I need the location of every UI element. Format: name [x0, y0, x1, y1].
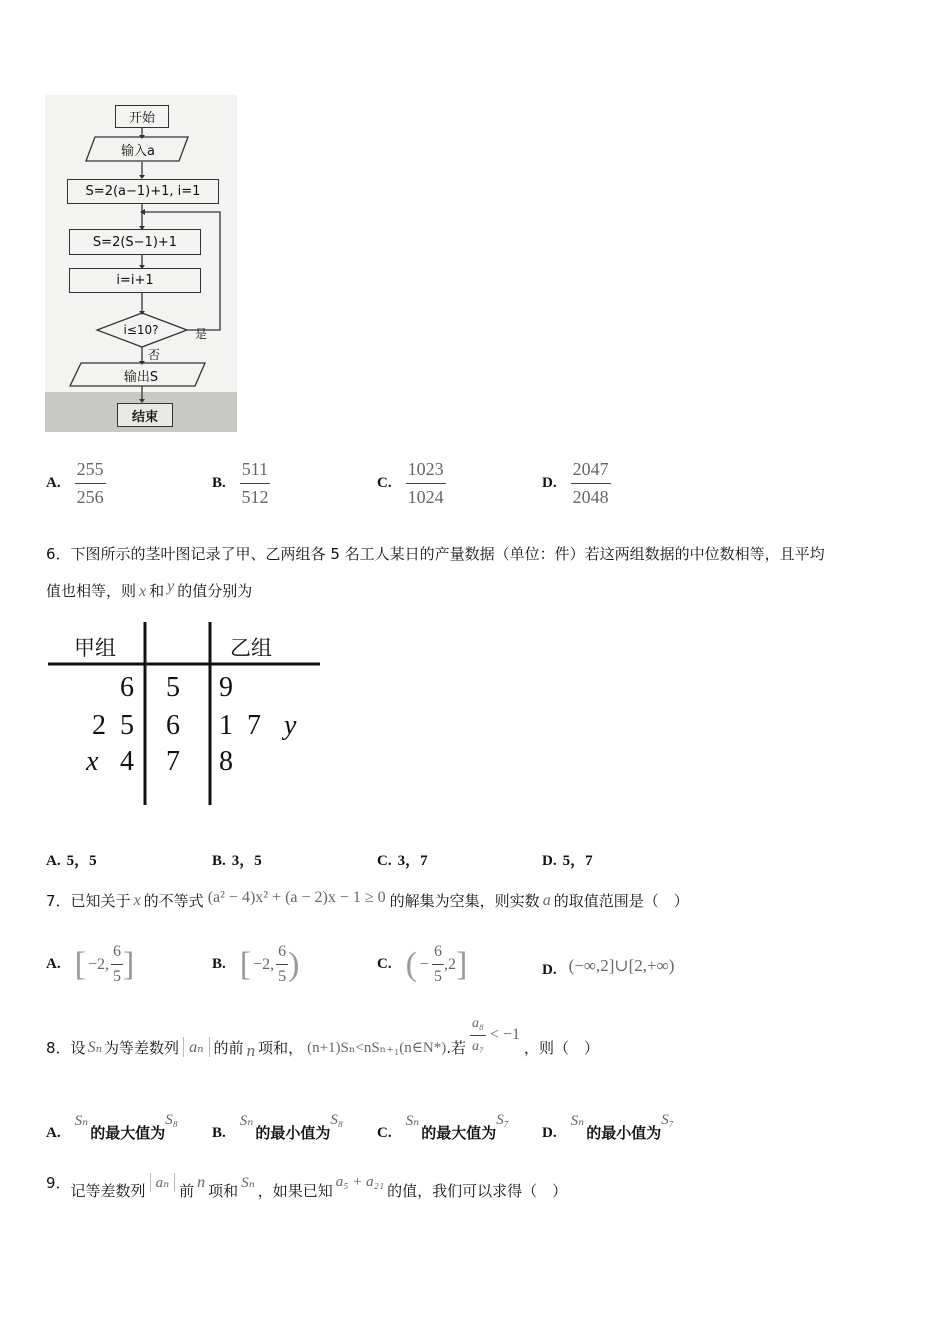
q5-option-c — [377, 458, 446, 508]
question-text: 记等差数列 — [70, 1182, 146, 1200]
q5-option-b — [212, 458, 270, 508]
fraction: $\frac{255}{256}$ — [76, 459, 104, 507]
q5-option-a — [46, 458, 106, 508]
question-text: ，则（ ） — [523, 1038, 599, 1057]
math-var: a — [542, 891, 551, 909]
math-var: n — [197, 1173, 206, 1191]
math-var: n — [246, 1041, 256, 1060]
q7-option-c: C. ( − $\frac{6}{5}$ ,2 ] — [377, 943, 468, 985]
question-text: 的值，我们可以求得（ ） — [387, 1182, 568, 1200]
option-letter: C. — [377, 474, 392, 491]
question-text: 项和， — [258, 1038, 304, 1057]
leaf-var-y: y — [284, 710, 297, 741]
leaf-left: 6 — [120, 672, 134, 703]
question-text: 值也相等，则 — [46, 582, 137, 600]
q6-option-d: D. 5，7 — [542, 853, 593, 869]
q5-option-d — [542, 458, 611, 508]
question-number: 6． — [46, 545, 71, 563]
question-text: 的解集为空集，则实数 — [389, 892, 540, 910]
question-number: 7． — [46, 892, 71, 910]
option-letter: B. — [212, 474, 226, 491]
q7-stem — [46, 890, 689, 911]
question-text: 的前 — [213, 1038, 244, 1057]
ratio-compare: < −1 — [489, 1026, 520, 1043]
flowchart-update-s: S=2(S−1)+1 — [69, 229, 201, 255]
option-letter: A. — [46, 474, 61, 491]
q8-option-b: B. Sₙ 的最小值为 S₈ — [212, 1112, 344, 1142]
leaf-right: 8 — [219, 746, 233, 777]
stem: 7 — [166, 746, 180, 777]
question-text: 的取值范围是（ ） — [553, 892, 689, 910]
flowchart-start: 开始 — [115, 105, 169, 128]
q7-option-b: B. [ −2, $\frac{6}{5}$ ) — [212, 943, 300, 985]
question-number: 8． — [46, 1038, 71, 1057]
math-var: aₙ — [150, 1173, 176, 1192]
leaf-right: 9 — [219, 672, 233, 703]
q8-option-d: D. Sₙ 的最小值为 S₇ — [542, 1112, 674, 1142]
question-text: 前 — [179, 1182, 195, 1200]
flowchart-update-i: i=i+1 — [69, 268, 201, 293]
q6-stem-line1 — [46, 543, 825, 564]
math-var: y — [167, 578, 175, 595]
inequality: (a² − 4)x² + (a − 2)x − 1 ≥ 0 — [207, 888, 386, 906]
flowchart-yes-label: 是 — [195, 327, 208, 341]
question-text: 项和 — [208, 1182, 239, 1200]
question-number: 9． — [46, 1174, 71, 1192]
q6-option-c: C. 3，7 — [377, 853, 428, 869]
flowchart-output: 输出S — [123, 369, 159, 385]
leaf-left: 2 5 — [92, 710, 134, 741]
q9-stem — [46, 1172, 568, 1200]
flowchart-figure — [45, 95, 237, 432]
question-text: 下图所示的茎叶图记录了甲、乙两组各 5 名工人某日的产量数据（单位：件）若这两组数据的中位数相等，且平均 — [70, 545, 825, 563]
q6-stem-line2 — [46, 580, 252, 601]
math-sum: a₅ + a₂₁ — [335, 1174, 385, 1190]
stem: 5 — [166, 672, 180, 703]
question-text: ，如果已知 — [257, 1182, 333, 1200]
flowchart-end: 结束 — [117, 403, 173, 427]
question-text: 的不等式 — [143, 892, 204, 910]
stem: 6 — [166, 710, 180, 741]
fraction: $\frac{2047}{2048}$ — [572, 459, 609, 507]
question-text: 为等差数列 — [104, 1038, 180, 1057]
fraction: $\frac{1023}{1024}$ — [407, 459, 444, 507]
math-var: x — [133, 891, 141, 909]
flowchart-input: 输入a — [121, 143, 155, 159]
math-var: Sₙ — [87, 1039, 103, 1056]
condition: (n+1)Sₙ<nSₙ₊₁(n∈N*) — [307, 1039, 447, 1056]
q8-option-a: A. Sₙ 的最大值为 S₈ — [46, 1112, 178, 1142]
question-text: 的值分别为 — [177, 582, 253, 600]
q6-option-a: A. 5，5 — [46, 853, 97, 869]
q8-option-c: C. Sₙ 的最大值为 S₇ — [377, 1112, 509, 1142]
flowchart-no-label: 否 — [148, 348, 161, 362]
leaf-var-x: x — [86, 746, 99, 777]
fraction: $\frac{511}{512}$ — [241, 459, 269, 507]
stem-header-right: 乙组 — [230, 636, 272, 660]
leaf-right: 1 7 — [219, 710, 261, 741]
flowchart-init: S=2(a−1)+1, i=1 — [67, 179, 219, 204]
stem-leaf-plot — [48, 622, 320, 807]
question-text: .若 — [446, 1038, 467, 1057]
question-text: 设 — [70, 1038, 86, 1057]
math-var: aₙ — [183, 1037, 209, 1057]
math-var: Sₙ — [241, 1175, 255, 1191]
q6-option-b: B. 3，5 — [212, 853, 262, 869]
q8-stem — [46, 1016, 599, 1067]
flowchart-condition: i≤10? — [123, 323, 159, 337]
leaf-left: 4 — [120, 746, 134, 777]
stem-header-left: 甲组 — [74, 636, 116, 660]
math-var: x — [139, 583, 147, 600]
ratio: $\frac{\text{a₈}}{\text{a₇}}$ — [472, 1016, 484, 1054]
question-text: 已知关于 — [70, 892, 131, 910]
option-letter: D. — [542, 474, 557, 491]
question-text: 和 — [149, 582, 165, 600]
q7-option-a: A. [ −2, $\frac{6}{5}$ ] — [46, 943, 135, 985]
q7-option-d: D. (−∞,2]∪[2,+∞) — [542, 956, 675, 978]
